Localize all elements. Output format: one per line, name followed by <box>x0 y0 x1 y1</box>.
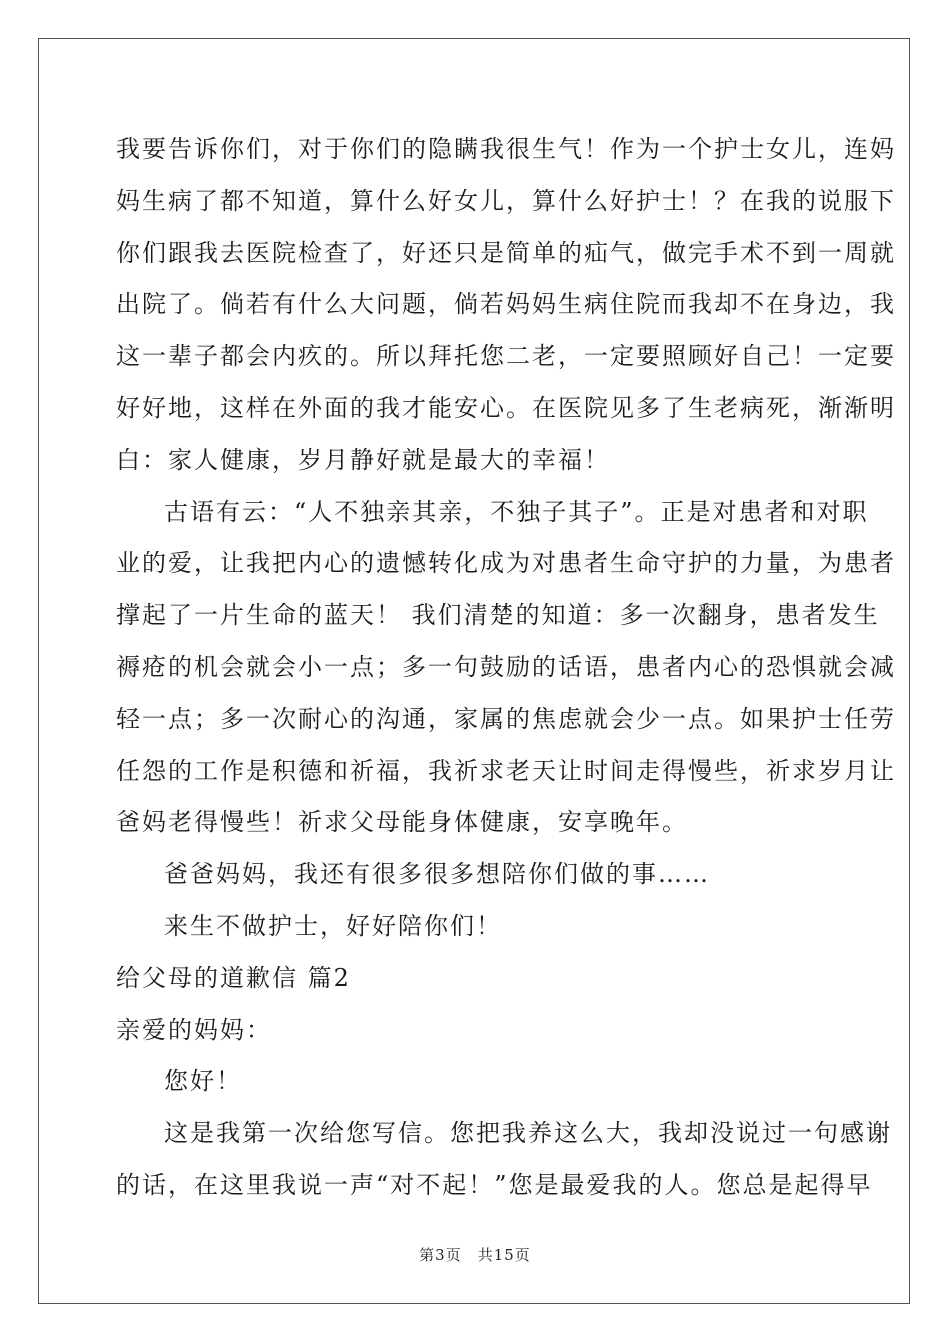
greeting <box>116 1056 832 1108</box>
text-line: 褥疮的机会就会小一点；多一句鼓励的话语，患者内心的恐惧就会减 <box>116 652 896 681</box>
greeting-text: 您好！ <box>164 1067 242 1096</box>
text-line: 任怨的工作是积德和祈福，我祈求老天让时间走得慢些，祈求岁月让 <box>116 756 896 785</box>
text-line: 业的爱，让我把内心的遗憾转化成为对患者生命守护的力量，为患者 <box>116 549 896 578</box>
text-line: 爸妈老得慢些！祈求父母能身体健康，安享晚年。 <box>116 808 688 837</box>
salutation <box>116 1005 832 1057</box>
text-line: 古语有云：“人不独亲其亲，不独子其子”。正是对患者和对职 <box>164 497 869 526</box>
text-line: 出院了。倘若有什么大问题，倘若妈妈生病住院而我却不在身边，我 <box>116 290 896 319</box>
heading-text: 给父母的道歉信 篇2 <box>116 963 351 992</box>
salutation-text: 亲爱的妈妈： <box>116 1015 272 1044</box>
paragraph-2 <box>116 487 896 850</box>
page-number-footer: 第3页 共15页 <box>419 1246 531 1264</box>
document-body <box>116 124 896 1212</box>
paragraph-4 <box>116 901 832 953</box>
text-line: 这一辈子都会内疚的。所以拜托您二老，一定要照顾好自己！一定要 <box>116 342 896 371</box>
text-line: 来生不做护士，好好陪你们！ <box>164 911 502 940</box>
text-line: 这是我第一次给您写信。您把我养这么大，我却没说过一句感谢 <box>164 1119 892 1148</box>
text-line: 白：家人健康，岁月静好就是最大的幸福！ <box>116 445 610 474</box>
text-line: 妈生病了都不知道，算什么好女儿，算什么好护士！？在我的说服下 <box>116 186 896 215</box>
section-heading <box>116 953 832 1005</box>
text-line: 轻一点；多一次耐心的沟通，家属的焦虑就会少一点。如果护士任劳 <box>116 704 896 733</box>
text-line: 我要告诉你们，对于你们的隐瞒我很生气！作为一个护士女儿，连妈 <box>116 135 896 163</box>
text-line: 的话，在这里我说一声“对不起！”您是最爱我的人。您总是起得早 <box>116 1170 873 1199</box>
paragraph-1 <box>116 124 896 487</box>
text-line: 撑起了一片生命的蓝天！ 我们清楚的知道：多一次翻身，患者发生 <box>116 601 880 630</box>
paragraph-5 <box>116 1108 892 1212</box>
text-line: 爸爸妈妈，我还有很多很多想陪你们做的事…… <box>164 860 710 889</box>
text-line: 你们跟我去医院检查了，好还只是简单的疝气，做完手术不到一周就 <box>116 238 896 267</box>
paragraph-3 <box>116 849 832 901</box>
text-line: 好好地，这样在外面的我才能安心。在医院见多了生老病死，渐渐明 <box>116 393 896 422</box>
